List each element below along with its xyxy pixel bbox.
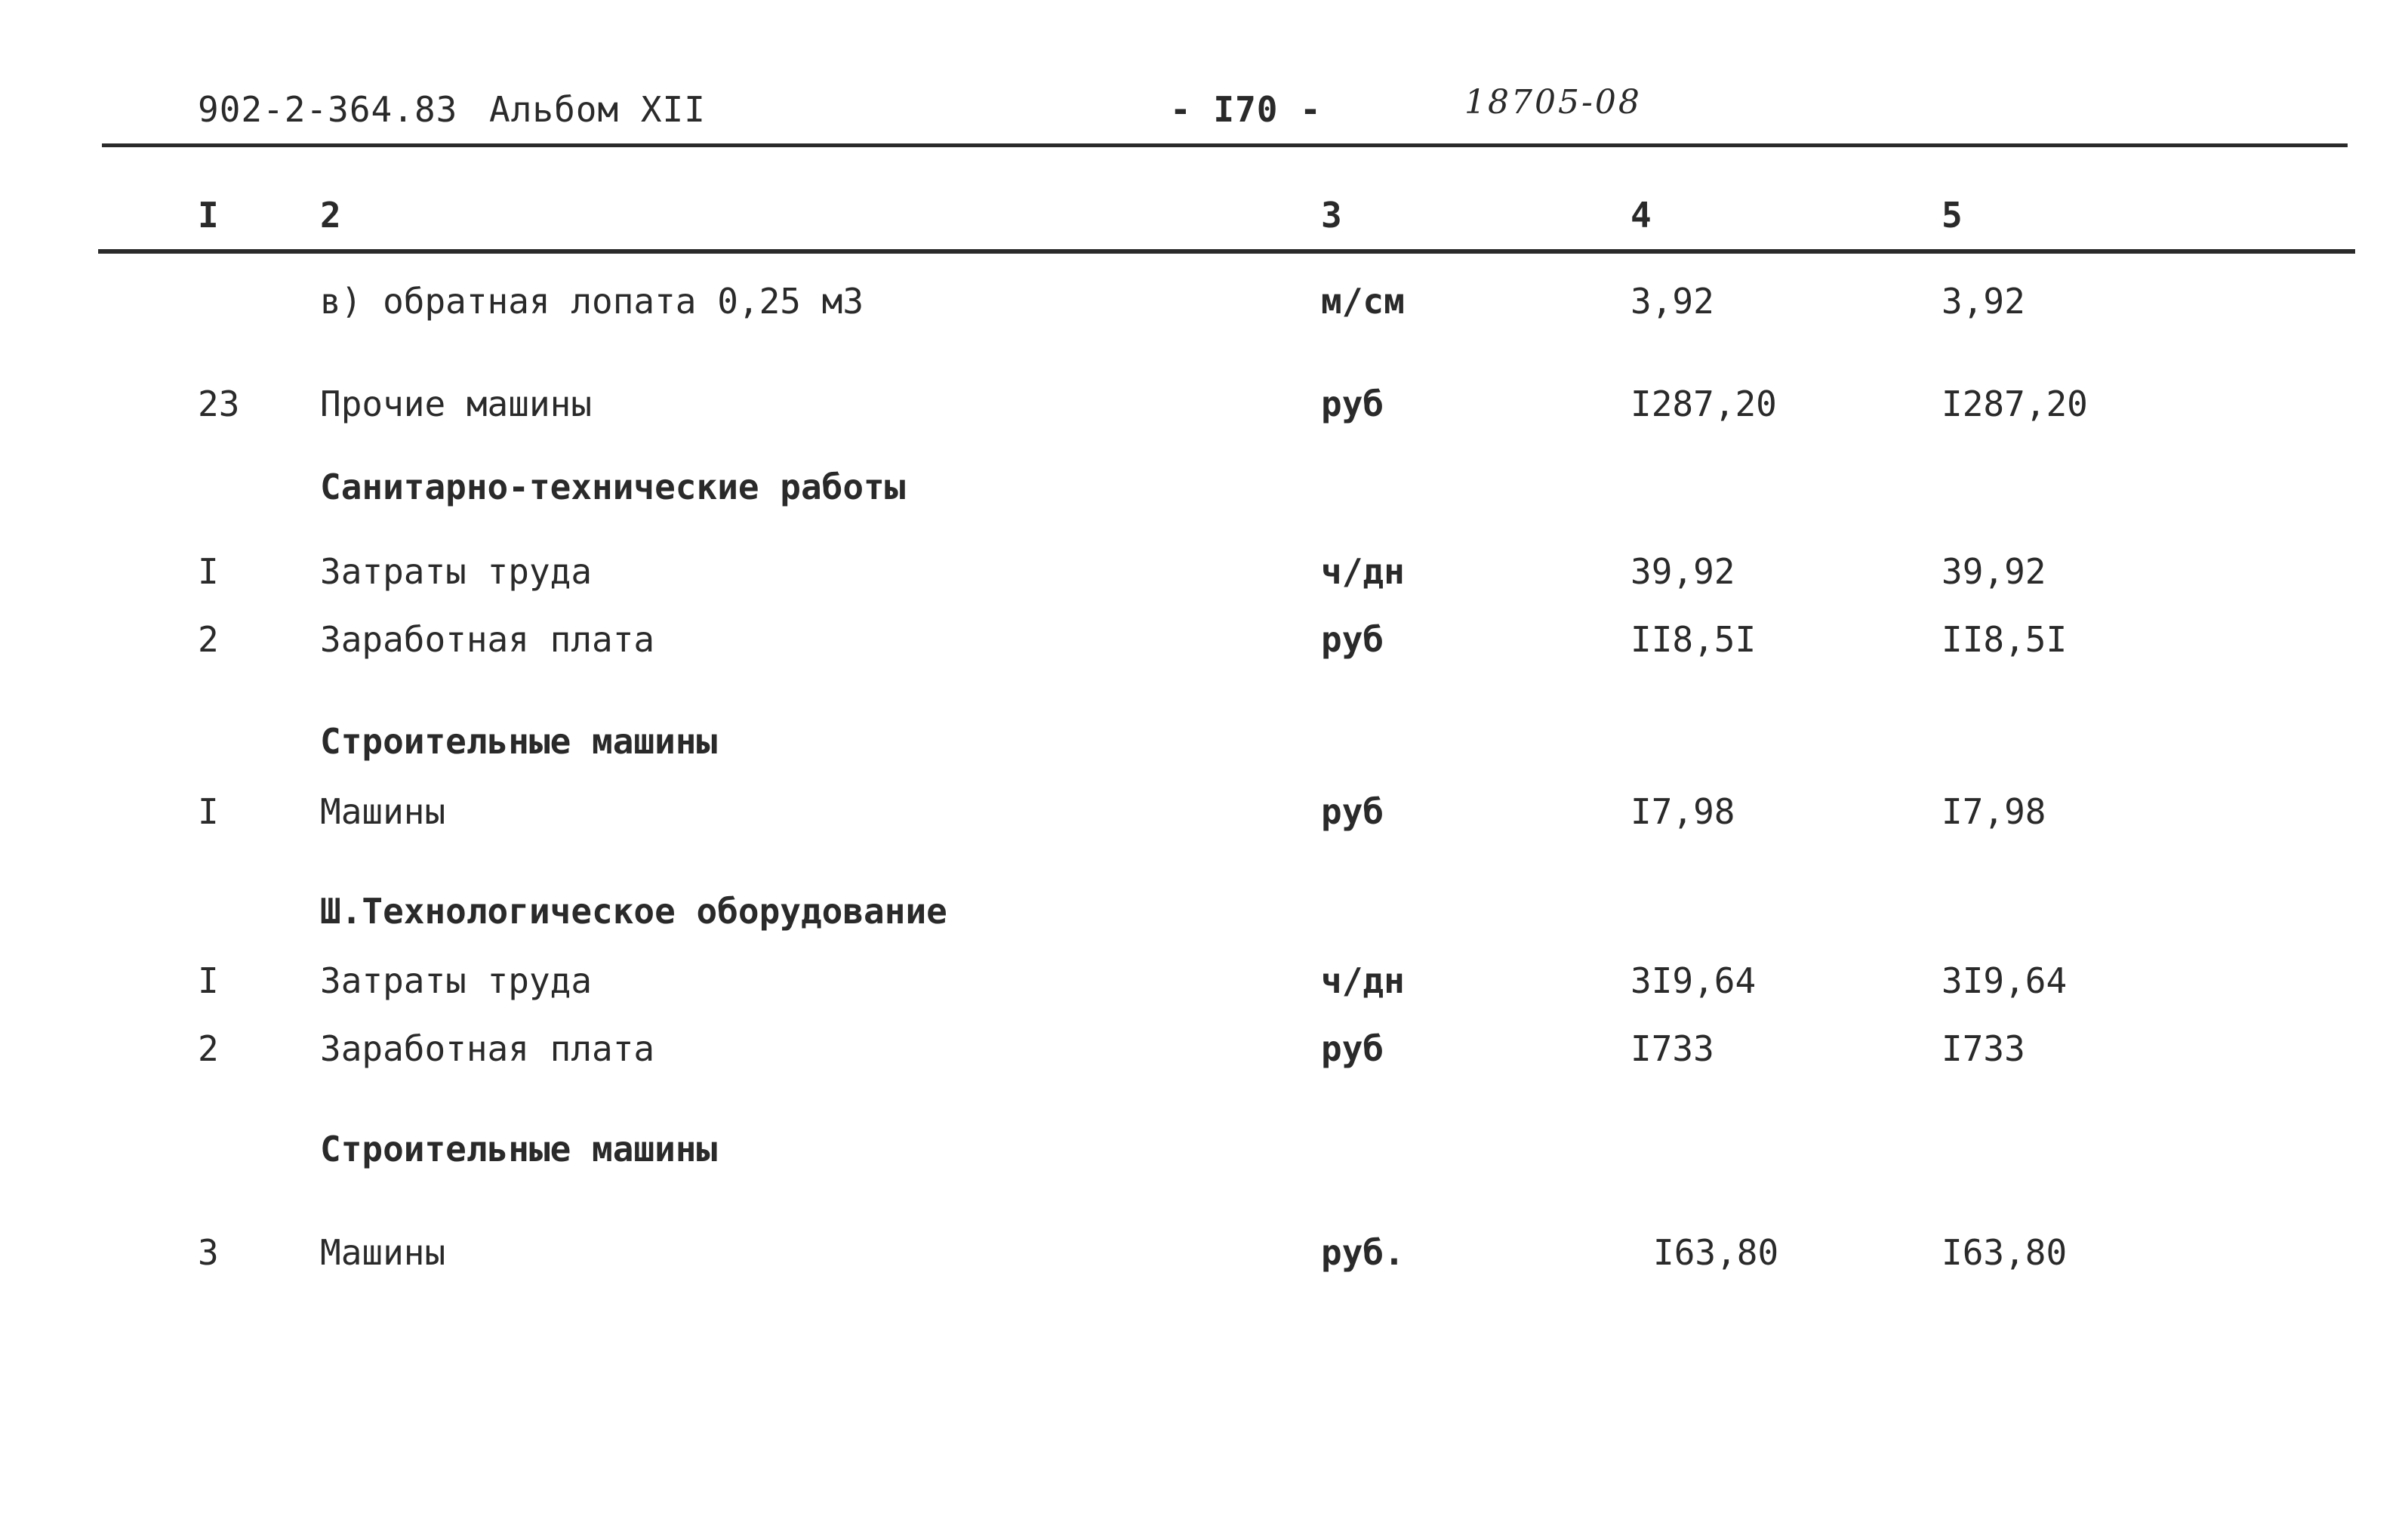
row-name: Прочие машины [320,384,593,424]
row-value-col5: 39,92 [1941,551,2046,592]
document-code: 902-2-364.83 [198,89,458,130]
column-header-4: 4 [1630,195,1652,236]
section-heading: Строительные машины [320,721,718,762]
row-value-col5: I63,80 [1941,1232,2068,1273]
row-name: Машины [320,791,446,832]
row-value-col4: I733 [1630,1028,1714,1069]
top-rule [102,143,2348,147]
row-value-col5: I733 [1941,1028,2025,1069]
row-unit: ч/дн [1321,551,1405,592]
row-value-col5: 3I9,64 [1941,960,2068,1001]
row-unit: м/см [1321,281,1405,322]
row-value-col5: II8,5I [1941,619,2068,660]
row-name: в) обратная лопата 0,25 м3 [320,281,864,322]
row-number: 23 [198,384,240,424]
row-unit: руб [1321,384,1384,424]
row-number: I [198,960,219,1001]
row-number: 3 [198,1232,219,1273]
page-number: - I70 - [1170,89,1322,130]
row-value-col4: 39,92 [1630,551,1735,592]
section-heading: Ш.Технологическое оборудование [320,891,947,932]
row-unit: руб. [1321,1232,1405,1273]
row-name: Затраты труда [320,960,593,1001]
row-name: Заработная плата [320,1028,655,1069]
row-value-col4: 3I9,64 [1630,960,1757,1001]
row-unit: руб [1321,791,1384,832]
row-value-col4: I63,80 [1653,1232,1779,1273]
row-unit: руб [1321,1028,1384,1069]
handwritten-number: 18705-08 [1464,83,1642,122]
column-header-3: 3 [1321,195,1342,236]
row-number: 2 [198,619,219,660]
row-value-col5: I7,98 [1941,791,2046,832]
section-heading: Санитарно-технические работы [320,467,906,507]
row-value-col4: I7,98 [1630,791,1735,832]
row-unit: ч/дн [1321,960,1405,1001]
row-value-col5: 3,92 [1941,281,2025,322]
column-header-rule [98,249,2355,254]
section-heading: Строительные машины [320,1129,718,1169]
album-label: Альбом XII [489,89,706,130]
column-header-5: 5 [1941,195,1963,236]
row-name: Затраты труда [320,551,593,592]
row-unit: руб [1321,619,1384,660]
row-number: 2 [198,1028,219,1069]
row-value-col5: I287,20 [1941,384,2088,424]
column-header-2: 2 [320,195,341,236]
row-name: Машины [320,1232,446,1273]
row-value-col4: II8,5I [1630,619,1757,660]
row-value-col4: 3,92 [1630,281,1714,322]
column-header-1: I [198,195,219,236]
row-name: Заработная плата [320,619,655,660]
row-number: I [198,551,219,592]
row-value-col4: I287,20 [1630,384,1777,424]
row-number: I [198,791,219,832]
